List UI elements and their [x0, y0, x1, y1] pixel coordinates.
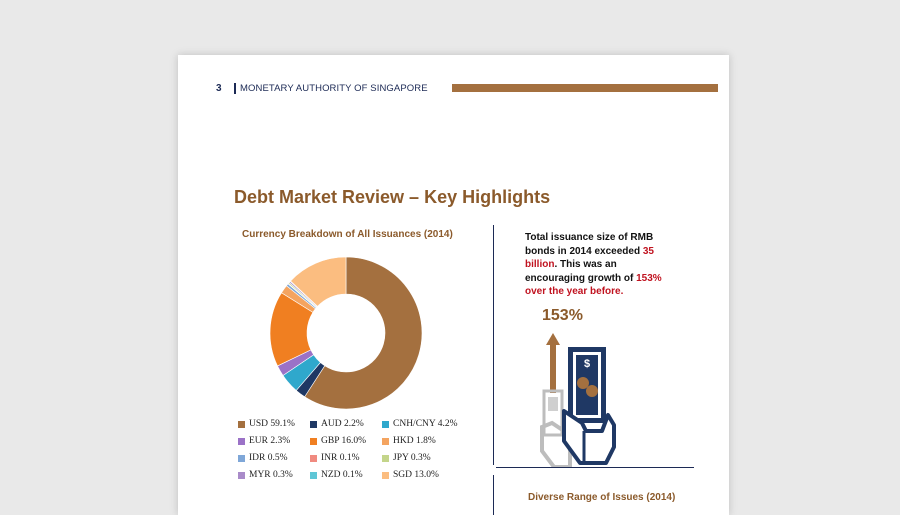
legend-label: AUD 2.2% [321, 419, 364, 429]
legend-label: GBP 16.0% [321, 436, 367, 446]
legend-swatch [238, 455, 245, 462]
legend-item [382, 419, 458, 429]
header-organization: MONETARY AUTHORITY OF SINGAPORE [240, 83, 428, 94]
legend-item [310, 419, 364, 429]
legend-item [310, 470, 363, 480]
highlight-value-2: 153% [636, 272, 662, 284]
legend-label: SGD 13.0% [393, 470, 439, 480]
highlight-line-3: over the year before. [525, 286, 624, 297]
highlight-line-2: . This was an encouraging growth of [525, 259, 637, 284]
legend-swatch [238, 472, 245, 479]
legend-item [382, 470, 439, 480]
rmb-highlight-text [525, 231, 675, 299]
legend-label: IDR 0.5% [249, 453, 288, 463]
legend-swatch [310, 421, 317, 428]
legend-item [238, 436, 290, 446]
chart-title: Currency Breakdown of All Issuances (2014) [242, 229, 453, 240]
legend-swatch [238, 438, 245, 445]
horizontal-divider [496, 467, 694, 468]
legend-swatch [310, 472, 317, 479]
highlight-line-1: Total issuance size of RMB bonds in 2014 exceeded [525, 232, 654, 257]
diverse-range-title: Diverse Range of Issues (2014) [528, 492, 676, 503]
legend-item [238, 470, 293, 480]
money-in-hand-icon [540, 327, 635, 467]
legend-swatch [238, 421, 245, 428]
legend-swatch [310, 455, 317, 462]
legend-item [382, 453, 431, 463]
legend-label: USD 59.1% [249, 419, 295, 429]
currency-donut-chart [258, 245, 434, 421]
legend-item [238, 419, 295, 429]
highlight-value-1: 35 billion [525, 245, 654, 270]
page-number: 3 [216, 83, 222, 94]
legend-swatch [310, 438, 317, 445]
legend-label: INR 0.1% [321, 453, 360, 463]
vertical-divider-lower [493, 475, 494, 515]
growth-arrow-icon [546, 333, 560, 345]
legend-item [382, 436, 436, 446]
document-page [178, 55, 729, 515]
page-title: Debt Market Review – Key Highlights [234, 187, 551, 207]
growth-label: 153% [542, 307, 583, 324]
legend-swatch [382, 421, 389, 428]
dollar-sign: $ [583, 358, 591, 370]
legend-item [310, 453, 360, 463]
legend-label: MYR 0.3% [249, 470, 293, 480]
legend-swatch [382, 472, 389, 479]
legend-item [310, 436, 366, 446]
vertical-divider [493, 225, 494, 465]
legend-label: CNH/CNY 4.2% [393, 419, 458, 429]
legend-label: NZD 0.1% [321, 470, 363, 480]
header-separator [234, 83, 236, 94]
legend-item [238, 453, 288, 463]
legend-label: JPY 0.3% [393, 453, 431, 463]
legend-label: EUR 2.3% [249, 436, 291, 446]
legend-swatch [382, 455, 389, 462]
legend-label: HKD 1.8% [393, 436, 436, 446]
header-accent-bar [452, 84, 718, 92]
legend-swatch [382, 438, 389, 445]
